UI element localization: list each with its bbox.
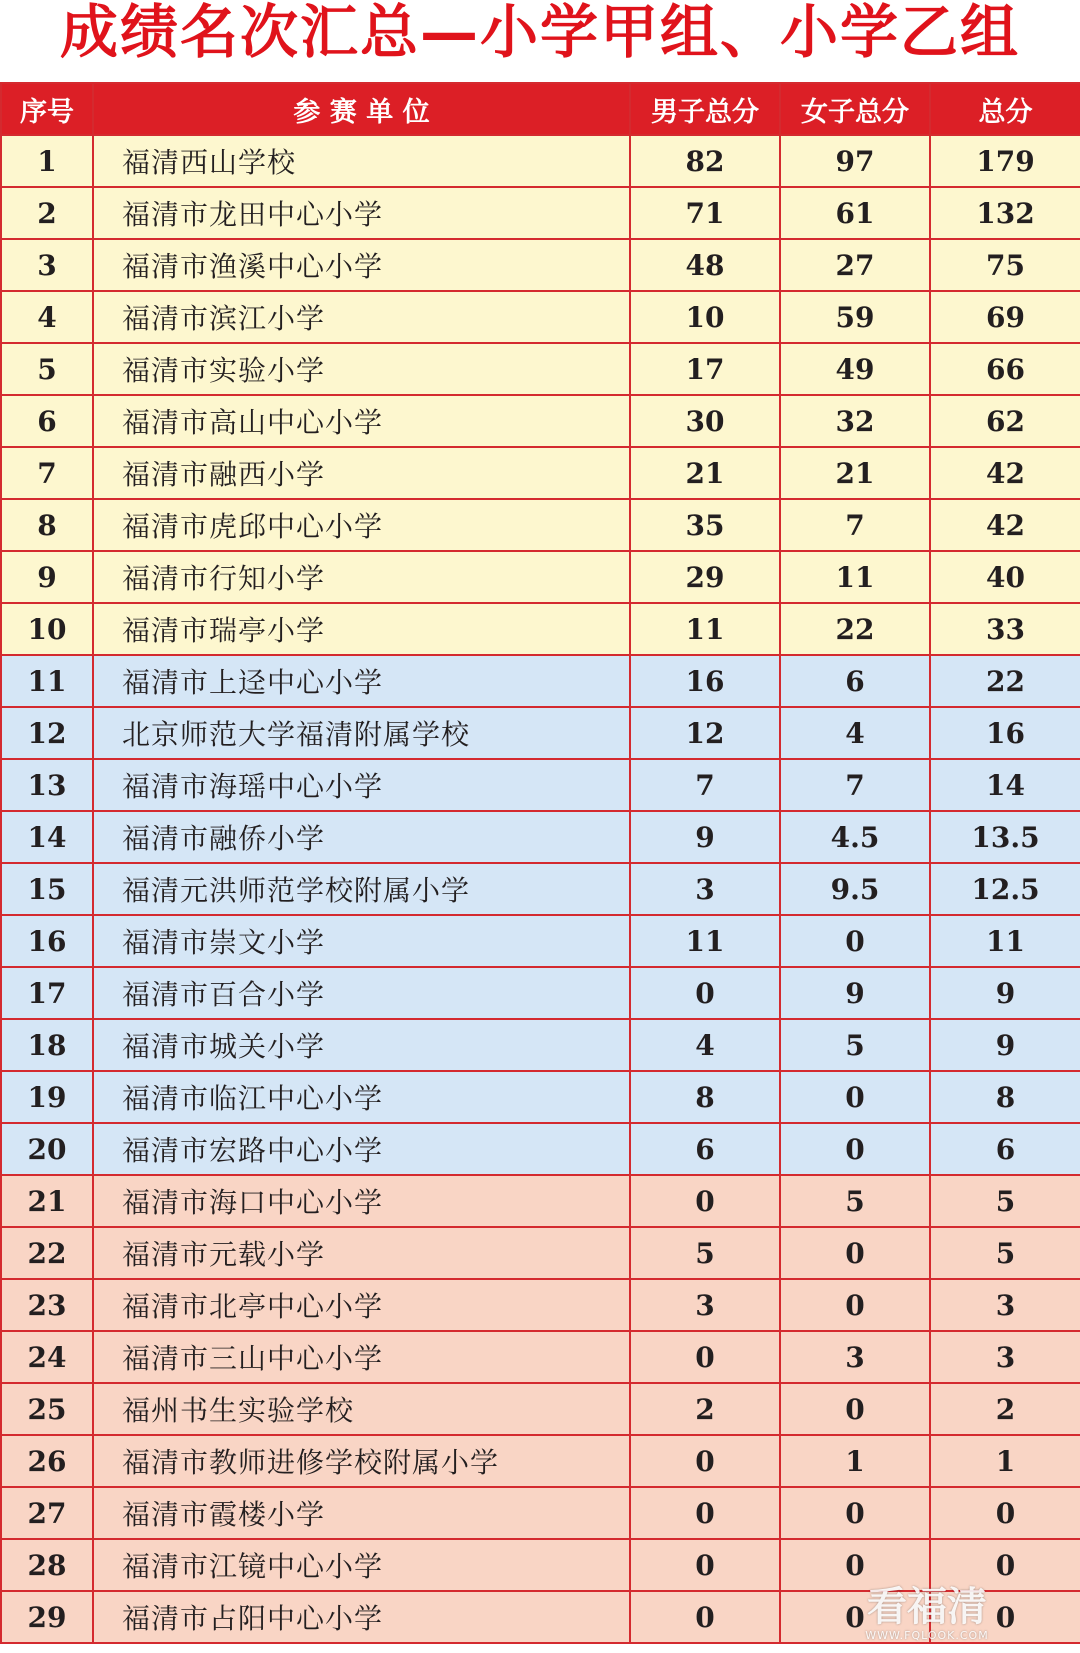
cell-male-score: 82 [630, 135, 780, 187]
table-row [1, 135, 1080, 187]
cell-rank: 16 [1, 915, 93, 967]
table-row [1, 603, 1080, 655]
cell-female-score: 0 [780, 1123, 930, 1175]
cell-male-score: 17 [630, 343, 780, 395]
cell-female-score: 0 [780, 915, 930, 967]
cell-total-score: 62 [930, 395, 1080, 447]
cell-total-score: 1 [930, 1435, 1080, 1487]
cell-female-score: 97 [780, 135, 930, 187]
header-female-score: 女子总分 [780, 83, 930, 135]
cell-male-score: 71 [630, 187, 780, 239]
cell-total-score: 8 [930, 1071, 1080, 1123]
cell-rank: 21 [1, 1175, 93, 1227]
cell-male-score: 0 [630, 1591, 780, 1643]
cell-total-score: 16 [930, 707, 1080, 759]
cell-female-score: 7 [780, 759, 930, 811]
cell-rank: 28 [1, 1539, 93, 1591]
cell-male-score: 30 [630, 395, 780, 447]
cell-rank: 1 [1, 135, 93, 187]
table-body [1, 135, 1080, 1643]
cell-female-score: 4 [780, 707, 930, 759]
cell-rank: 27 [1, 1487, 93, 1539]
cell-rank: 4 [1, 291, 93, 343]
cell-rank: 20 [1, 1123, 93, 1175]
cell-male-score: 11 [630, 603, 780, 655]
cell-total-score: 0 [930, 1487, 1080, 1539]
cell-unit-name: 福清市临江中心小学 [93, 1071, 630, 1123]
cell-rank: 25 [1, 1383, 93, 1435]
cell-female-score: 3 [780, 1331, 930, 1383]
cell-total-score: 11 [930, 915, 1080, 967]
cell-unit-name: 北京师范大学福清附属学校 [93, 707, 630, 759]
page-title: 成绩名次汇总—小学甲组、小学乙组 [59, 0, 1020, 66]
table-row [1, 1123, 1080, 1175]
cell-female-score: 22 [780, 603, 930, 655]
table-row [1, 343, 1080, 395]
cell-male-score: 5 [630, 1227, 780, 1279]
cell-male-score: 9 [630, 811, 780, 863]
table-row [1, 187, 1080, 239]
cell-total-score: 13.5 [930, 811, 1080, 863]
cell-rank: 8 [1, 499, 93, 551]
cell-unit-name: 福清市宏路中心小学 [93, 1123, 630, 1175]
cell-rank: 19 [1, 1071, 93, 1123]
cell-total-score: 179 [930, 135, 1080, 187]
cell-male-score: 0 [630, 1331, 780, 1383]
cell-unit-name: 福州书生实验学校 [93, 1383, 630, 1435]
table-row [1, 239, 1080, 291]
cell-rank: 18 [1, 1019, 93, 1071]
table-row [1, 395, 1080, 447]
cell-unit-name: 福清市霞楼小学 [93, 1487, 630, 1539]
table-row [1, 967, 1080, 1019]
cell-total-score: 33 [930, 603, 1080, 655]
cell-unit-name: 福清市融西小学 [93, 447, 630, 499]
cell-unit-name: 福清市海口中心小学 [93, 1175, 630, 1227]
cell-rank: 17 [1, 967, 93, 1019]
cell-rank: 29 [1, 1591, 93, 1643]
cell-female-score: 9 [780, 967, 930, 1019]
cell-total-score: 14 [930, 759, 1080, 811]
cell-female-score: 0 [780, 1227, 930, 1279]
table-row [1, 1071, 1080, 1123]
cell-unit-name: 福清市渔溪中心小学 [93, 239, 630, 291]
cell-unit-name: 福清市北亭中心小学 [93, 1279, 630, 1331]
cell-total-score: 12.5 [930, 863, 1080, 915]
cell-total-score: 3 [930, 1279, 1080, 1331]
table-row [1, 707, 1080, 759]
cell-unit-name: 福清市滨江小学 [93, 291, 630, 343]
table-row [1, 447, 1080, 499]
cell-rank: 26 [1, 1435, 93, 1487]
cell-male-score: 7 [630, 759, 780, 811]
cell-male-score: 0 [630, 1175, 780, 1227]
cell-unit-name: 福清市融侨小学 [93, 811, 630, 863]
table-row [1, 1331, 1080, 1383]
cell-unit-name: 福清市元载小学 [93, 1227, 630, 1279]
cell-unit-name: 福清市崇文小学 [93, 915, 630, 967]
cell-unit-name: 福清市江镜中心小学 [93, 1539, 630, 1591]
cell-unit-name: 福清西山学校 [93, 135, 630, 187]
table-row [1, 1175, 1080, 1227]
table-row [1, 811, 1080, 863]
cell-female-score: 32 [780, 395, 930, 447]
cell-unit-name: 福清市瑞亭小学 [93, 603, 630, 655]
cell-unit-name: 福清市占阳中心小学 [93, 1591, 630, 1643]
cell-male-score: 35 [630, 499, 780, 551]
cell-total-score: 0 [930, 1539, 1080, 1591]
cell-male-score: 3 [630, 863, 780, 915]
cell-rank: 15 [1, 863, 93, 915]
cell-rank: 22 [1, 1227, 93, 1279]
cell-male-score: 8 [630, 1071, 780, 1123]
cell-male-score: 12 [630, 707, 780, 759]
header-rank: 序号 [1, 83, 93, 135]
table-row [1, 1227, 1080, 1279]
cell-male-score: 3 [630, 1279, 780, 1331]
cell-total-score: 69 [930, 291, 1080, 343]
cell-total-score: 6 [930, 1123, 1080, 1175]
cell-total-score: 66 [930, 343, 1080, 395]
cell-male-score: 10 [630, 291, 780, 343]
cell-female-score: 4.5 [780, 811, 930, 863]
cell-female-score: 0 [780, 1487, 930, 1539]
header-total-score: 总分 [930, 83, 1080, 135]
cell-female-score: 0 [780, 1591, 930, 1643]
table-row [1, 1487, 1080, 1539]
cell-female-score: 7 [780, 499, 930, 551]
watermark-url: WWW.FQLOOK.COM [865, 1629, 989, 1642]
cell-rank: 2 [1, 187, 93, 239]
cell-total-score: 9 [930, 967, 1080, 1019]
cell-female-score: 1 [780, 1435, 930, 1487]
cell-unit-name: 福清市海瑶中心小学 [93, 759, 630, 811]
cell-female-score: 61 [780, 187, 930, 239]
cell-total-score: 2 [930, 1383, 1080, 1435]
cell-female-score: 5 [780, 1175, 930, 1227]
table-row [1, 1539, 1080, 1591]
cell-rank: 9 [1, 551, 93, 603]
cell-female-score: 21 [780, 447, 930, 499]
table-row [1, 1383, 1080, 1435]
cell-unit-name: 福清市行知小学 [93, 551, 630, 603]
table-row [1, 551, 1080, 603]
results-table [0, 82, 1080, 1644]
cell-female-score: 0 [780, 1071, 930, 1123]
cell-rank: 10 [1, 603, 93, 655]
results-table-container [0, 82, 1080, 1644]
cell-unit-name: 福清市龙田中心小学 [93, 187, 630, 239]
cell-female-score: 6 [780, 655, 930, 707]
table-row [1, 759, 1080, 811]
cell-male-score: 0 [630, 1435, 780, 1487]
cell-rank: 7 [1, 447, 93, 499]
cell-male-score: 6 [630, 1123, 780, 1175]
table-row [1, 499, 1080, 551]
cell-male-score: 0 [630, 1487, 780, 1539]
cell-male-score: 2 [630, 1383, 780, 1435]
table-row [1, 291, 1080, 343]
cell-total-score: 5 [930, 1227, 1080, 1279]
cell-unit-name: 福清市实验小学 [93, 343, 630, 395]
cell-female-score: 27 [780, 239, 930, 291]
cell-rank: 13 [1, 759, 93, 811]
header-male-score: 男子总分 [630, 83, 780, 135]
cell-unit-name: 福清市百合小学 [93, 967, 630, 1019]
cell-unit-name: 福清市上迳中心小学 [93, 655, 630, 707]
table-row [1, 655, 1080, 707]
cell-rank: 14 [1, 811, 93, 863]
cell-total-score: 5 [930, 1175, 1080, 1227]
cell-unit-name: 福清市虎邱中心小学 [93, 499, 630, 551]
cell-total-score: 9 [930, 1019, 1080, 1071]
cell-female-score: 0 [780, 1279, 930, 1331]
cell-female-score: 11 [780, 551, 930, 603]
table-header-row [1, 83, 1080, 135]
cell-male-score: 21 [630, 447, 780, 499]
cell-total-score: 40 [930, 551, 1080, 603]
cell-unit-name: 福清市教师进修学校附属小学 [93, 1435, 630, 1487]
cell-rank: 11 [1, 655, 93, 707]
cell-unit-name: 福清元洪师范学校附属小学 [93, 863, 630, 915]
table-row [1, 1279, 1080, 1331]
cell-female-score: 0 [780, 1383, 930, 1435]
cell-male-score: 0 [630, 967, 780, 1019]
cell-female-score: 5 [780, 1019, 930, 1071]
cell-male-score: 29 [630, 551, 780, 603]
cell-female-score: 49 [780, 343, 930, 395]
cell-unit-name: 福清市城关小学 [93, 1019, 630, 1071]
cell-rank: 3 [1, 239, 93, 291]
cell-male-score: 11 [630, 915, 780, 967]
table-row [1, 915, 1080, 967]
cell-male-score: 16 [630, 655, 780, 707]
cell-female-score: 59 [780, 291, 930, 343]
cell-total-score: 75 [930, 239, 1080, 291]
cell-male-score: 48 [630, 239, 780, 291]
cell-female-score: 0 [780, 1539, 930, 1591]
cell-total-score: 22 [930, 655, 1080, 707]
cell-male-score: 4 [630, 1019, 780, 1071]
cell-total-score: 42 [930, 499, 1080, 551]
table-row [1, 1435, 1080, 1487]
table-row [1, 863, 1080, 915]
cell-total-score: 132 [930, 187, 1080, 239]
cell-total-score: 0 [930, 1591, 1080, 1643]
cell-male-score: 0 [630, 1539, 780, 1591]
table-row [1, 1019, 1080, 1071]
cell-rank: 5 [1, 343, 93, 395]
cell-rank: 24 [1, 1331, 93, 1383]
header-unit: 参 赛 单 位 [93, 83, 630, 135]
table-row [1, 1591, 1080, 1643]
cell-female-score: 9.5 [780, 863, 930, 915]
cell-rank: 12 [1, 707, 93, 759]
cell-total-score: 3 [930, 1331, 1080, 1383]
cell-rank: 23 [1, 1279, 93, 1331]
cell-total-score: 42 [930, 447, 1080, 499]
cell-rank: 6 [1, 395, 93, 447]
cell-unit-name: 福清市三山中心小学 [93, 1331, 630, 1383]
watermark-logo-text: 看福清 [867, 1584, 987, 1630]
cell-unit-name: 福清市高山中心小学 [93, 395, 630, 447]
